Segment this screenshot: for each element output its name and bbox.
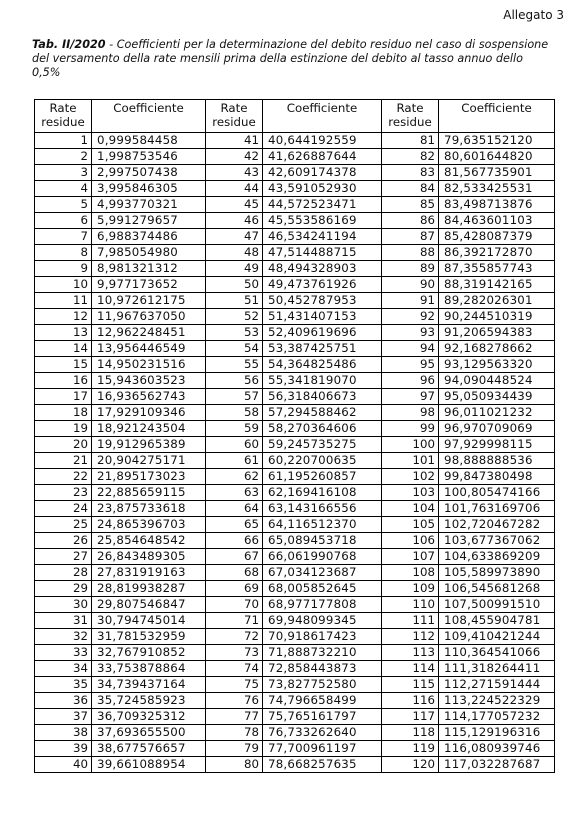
- rate-residue-cell: 103: [382, 485, 439, 501]
- coefficient-cell: 45,553586169: [263, 213, 382, 229]
- rate-residue-cell: 73: [206, 645, 263, 661]
- coefficient-cell: 17,929109346: [92, 405, 206, 421]
- rate-residue-cell: 78: [206, 725, 263, 741]
- rate-residue-cell: 83: [382, 165, 439, 181]
- coefficient-cell: 1,998753546: [92, 149, 206, 165]
- table-header-row: [35, 100, 555, 133]
- table-row: [35, 421, 555, 437]
- table-row: [35, 405, 555, 421]
- coefficient-cell: 71,888732210: [263, 645, 382, 661]
- table-row: [35, 181, 555, 197]
- coefficient-cell: 79,635152120: [439, 133, 555, 149]
- rate-residue-cell: 31: [35, 613, 92, 629]
- coefficient-cell: 27,831919163: [92, 565, 206, 581]
- rate-residue-cell: 89: [382, 261, 439, 277]
- rate-residue-cell: 20: [35, 437, 92, 453]
- table-row: [35, 501, 555, 517]
- rate-residue-cell: 23: [35, 485, 92, 501]
- rate-residue-cell: 66: [206, 533, 263, 549]
- coefficient-cell: 97,929998115: [439, 437, 555, 453]
- rate-residue-cell: 63: [206, 485, 263, 501]
- rate-residue-cell: 69: [206, 581, 263, 597]
- rate-residue-cell: 110: [382, 597, 439, 613]
- rate-residue-cell: 88: [382, 245, 439, 261]
- rate-residue-cell: 99: [382, 421, 439, 437]
- rate-residue-cell: 2: [35, 149, 92, 165]
- rate-residue-cell: 34: [35, 661, 92, 677]
- coefficient-cell: 68,005852645: [263, 581, 382, 597]
- rate-residue-cell: 58: [206, 405, 263, 421]
- table-row: [35, 581, 555, 597]
- rate-residue-cell: 35: [35, 677, 92, 693]
- rate-residue-cell: 50: [206, 277, 263, 293]
- coefficient-cell: 113,224522329: [439, 693, 555, 709]
- rate-residue-cell: 51: [206, 293, 263, 309]
- coefficient-cell: 108,455904781: [439, 613, 555, 629]
- rate-residue-cell: 117: [382, 709, 439, 725]
- rate-residue-cell: 1: [35, 133, 92, 149]
- rate-residue-cell: 105: [382, 517, 439, 533]
- table-row: [35, 629, 555, 645]
- coefficient-cell: 82,533425531: [439, 181, 555, 197]
- rate-residue-cell: 16: [35, 373, 92, 389]
- coefficient-cell: 110,364541066: [439, 645, 555, 661]
- rate-residue-cell: 107: [382, 549, 439, 565]
- rate-residue-cell: 3: [35, 165, 92, 181]
- coefficient-cell: 68,977177808: [263, 597, 382, 613]
- rate-residue-cell: 113: [382, 645, 439, 661]
- rate-residue-cell: 94: [382, 341, 439, 357]
- rate-residue-cell: 5: [35, 197, 92, 213]
- rate-residue-cell: 39: [35, 741, 92, 757]
- rate-residue-cell: 112: [382, 629, 439, 645]
- coefficient-cell: 56,318406673: [263, 389, 382, 405]
- rate-residue-cell: 40: [35, 757, 92, 773]
- coefficient-cell: 116,080939746: [439, 741, 555, 757]
- coefficient-cell: 19,912965389: [92, 437, 206, 453]
- coefficient-cell: 48,494328903: [263, 261, 382, 277]
- rate-residue-cell: 30: [35, 597, 92, 613]
- coefficient-cell: 75,765161797: [263, 709, 382, 725]
- rate-residue-cell: 109: [382, 581, 439, 597]
- header-coefficient: Coefficiente: [92, 100, 206, 133]
- rate-residue-cell: 59: [206, 421, 263, 437]
- coefficient-cell: 64,116512370: [263, 517, 382, 533]
- table-caption-label: Tab. II/2020: [32, 38, 106, 51]
- rate-residue-cell: 91: [382, 293, 439, 309]
- table-row: [35, 661, 555, 677]
- coefficient-cell: 37,693655500: [92, 725, 206, 741]
- coefficient-cell: 74,796658499: [263, 693, 382, 709]
- table-row: [35, 709, 555, 725]
- coefficient-cell: 12,962248451: [92, 325, 206, 341]
- header-rate-line1: Rate: [220, 101, 248, 115]
- rate-residue-cell: 67: [206, 549, 263, 565]
- coefficient-cell: 87,355857743: [439, 261, 555, 277]
- coefficient-cell: 36,709325312: [92, 709, 206, 725]
- coefficient-cell: 96,011021232: [439, 405, 555, 421]
- coefficient-cell: 39,661088954: [92, 757, 206, 773]
- coefficient-cell: 4,993770321: [92, 197, 206, 213]
- rate-residue-cell: 80: [206, 757, 263, 773]
- rate-residue-cell: 81: [382, 133, 439, 149]
- rate-residue-cell: 47: [206, 229, 263, 245]
- rate-residue-cell: 8: [35, 245, 92, 261]
- rate-residue-cell: 108: [382, 565, 439, 581]
- coefficient-cell: 11,967637050: [92, 309, 206, 325]
- rate-residue-cell: 22: [35, 469, 92, 485]
- rate-residue-cell: 11: [35, 293, 92, 309]
- table-row: [35, 613, 555, 629]
- coefficient-cell: 69,948099345: [263, 613, 382, 629]
- coefficient-cell: 54,364825486: [263, 357, 382, 373]
- rate-residue-cell: 97: [382, 389, 439, 405]
- coefficient-cell: 72,858443873: [263, 661, 382, 677]
- rate-residue-cell: 71: [206, 613, 263, 629]
- coefficient-cell: 92,168278662: [439, 341, 555, 357]
- rate-residue-cell: 120: [382, 757, 439, 773]
- coefficient-cell: 23,875733618: [92, 501, 206, 517]
- rate-residue-cell: 92: [382, 309, 439, 325]
- coefficient-cell: 78,668257635: [263, 757, 382, 773]
- header-rate-residue: [382, 100, 439, 133]
- rate-residue-cell: 46: [206, 213, 263, 229]
- rate-residue-cell: 9: [35, 261, 92, 277]
- coefficient-cell: 38,677576657: [92, 741, 206, 757]
- coefficient-cell: 18,921243504: [92, 421, 206, 437]
- rate-residue-cell: 41: [206, 133, 263, 149]
- coefficient-cell: 46,534241194: [263, 229, 382, 245]
- coefficient-cell: 35,724585923: [92, 693, 206, 709]
- table-row: [35, 325, 555, 341]
- annex-label: Allegato 3: [503, 8, 564, 22]
- coefficient-cell: 103,677367062: [439, 533, 555, 549]
- table-row: [35, 645, 555, 661]
- coefficient-cell: 70,918617423: [263, 629, 382, 645]
- rate-residue-cell: 26: [35, 533, 92, 549]
- coefficient-cell: 26,843489305: [92, 549, 206, 565]
- rate-residue-cell: 106: [382, 533, 439, 549]
- coefficient-cell: 63,143166556: [263, 501, 382, 517]
- coefficient-cell: 55,341819070: [263, 373, 382, 389]
- coefficient-cell: 84,463601103: [439, 213, 555, 229]
- rate-residue-cell: 7: [35, 229, 92, 245]
- rate-residue-cell: 10: [35, 277, 92, 293]
- table-row: [35, 677, 555, 693]
- rate-residue-cell: 93: [382, 325, 439, 341]
- coefficient-cell: 67,034123687: [263, 565, 382, 581]
- rate-residue-cell: 79: [206, 741, 263, 757]
- coefficient-cell: 98,888888536: [439, 453, 555, 469]
- table-row: [35, 565, 555, 581]
- rate-residue-cell: 12: [35, 309, 92, 325]
- rate-residue-cell: 75: [206, 677, 263, 693]
- coefficient-cell: 107,500991510: [439, 597, 555, 613]
- coefficient-cell: 13,956446549: [92, 341, 206, 357]
- coefficient-cell: 42,609174378: [263, 165, 382, 181]
- coefficient-cell: 90,244510319: [439, 309, 555, 325]
- rate-residue-cell: 68: [206, 565, 263, 581]
- rate-residue-cell: 61: [206, 453, 263, 469]
- table-row: [35, 597, 555, 613]
- rate-residue-cell: 17: [35, 389, 92, 405]
- coefficient-cell: 117,032287687: [439, 757, 555, 773]
- coefficient-cell: 44,572523471: [263, 197, 382, 213]
- coefficient-cell: 47,514488715: [263, 245, 382, 261]
- coefficient-cell: 40,644192559: [263, 133, 382, 149]
- table-row: [35, 533, 555, 549]
- table-row: [35, 549, 555, 565]
- table-row: [35, 693, 555, 709]
- coefficient-cell: 10,972612175: [92, 293, 206, 309]
- coefficient-cell: 34,739437164: [92, 677, 206, 693]
- coefficient-cell: 28,819938287: [92, 581, 206, 597]
- coefficient-cell: 22,885659115: [92, 485, 206, 501]
- header-rate-line2: residue: [41, 115, 85, 129]
- coefficient-cell: 111,318264411: [439, 661, 555, 677]
- coefficient-cell: 104,633869209: [439, 549, 555, 565]
- rate-residue-cell: 90: [382, 277, 439, 293]
- coefficient-cell: 100,805474166: [439, 485, 555, 501]
- coefficient-cell: 101,763169706: [439, 501, 555, 517]
- rate-residue-cell: 54: [206, 341, 263, 357]
- coefficient-cell: 66,061990768: [263, 549, 382, 565]
- header-rate-line1: Rate: [49, 101, 77, 115]
- rate-residue-cell: 60: [206, 437, 263, 453]
- rate-residue-cell: 21: [35, 453, 92, 469]
- rate-residue-cell: 19: [35, 421, 92, 437]
- table-row: [35, 245, 555, 261]
- rate-residue-cell: 82: [382, 149, 439, 165]
- rate-residue-cell: 48: [206, 245, 263, 261]
- coefficient-cell: 62,169416108: [263, 485, 382, 501]
- rate-residue-cell: 115: [382, 677, 439, 693]
- coefficient-cell: 59,245735275: [263, 437, 382, 453]
- coefficient-cell: 52,409619696: [263, 325, 382, 341]
- table-row: [35, 741, 555, 757]
- rate-residue-cell: 24: [35, 501, 92, 517]
- table-row: [35, 373, 555, 389]
- coefficient-cell: 85,428087379: [439, 229, 555, 245]
- coefficient-cell: 91,206594383: [439, 325, 555, 341]
- rate-residue-cell: 29: [35, 581, 92, 597]
- rate-residue-cell: 45: [206, 197, 263, 213]
- rate-residue-cell: 118: [382, 725, 439, 741]
- table-row: [35, 309, 555, 325]
- rate-residue-cell: 87: [382, 229, 439, 245]
- header-rate-residue: [35, 100, 92, 133]
- rate-residue-cell: 36: [35, 693, 92, 709]
- coefficient-cell: 88,319142165: [439, 277, 555, 293]
- coefficient-cell: 43,591052930: [263, 181, 382, 197]
- coefficient-cell: 0,999584458: [92, 133, 206, 149]
- rate-residue-cell: 101: [382, 453, 439, 469]
- coefficient-table: [34, 99, 555, 773]
- coefficient-cell: 6,988374486: [92, 229, 206, 245]
- coefficient-cell: 93,129563320: [439, 357, 555, 373]
- rate-residue-cell: 57: [206, 389, 263, 405]
- coefficient-cell: 57,294588462: [263, 405, 382, 421]
- rate-residue-cell: 70: [206, 597, 263, 613]
- coefficient-cell: 24,865396703: [92, 517, 206, 533]
- rate-residue-cell: 104: [382, 501, 439, 517]
- table-row: [35, 293, 555, 309]
- table-row: [35, 469, 555, 485]
- rate-residue-cell: 56: [206, 373, 263, 389]
- table-caption-text: - Coefficienti per la determinazione del debito residuo nel caso di sospensione del versamento della rate mensili prima della estinzione del debito al tasso annuo dello 0,5%: [32, 38, 549, 79]
- table-row: [35, 725, 555, 741]
- rate-residue-cell: 64: [206, 501, 263, 517]
- coefficient-cell: 73,827752580: [263, 677, 382, 693]
- coefficient-cell: 81,567735901: [439, 165, 555, 181]
- coefficient-cell: 50,452787953: [263, 293, 382, 309]
- coefficient-cell: 51,431407153: [263, 309, 382, 325]
- header-rate-line2: residue: [388, 115, 432, 129]
- coefficient-cell: 14,950231516: [92, 357, 206, 373]
- coefficient-cell: 60,220700635: [263, 453, 382, 469]
- rate-residue-cell: 13: [35, 325, 92, 341]
- rate-residue-cell: 25: [35, 517, 92, 533]
- coefficient-cell: 95,050934439: [439, 389, 555, 405]
- rate-residue-cell: 28: [35, 565, 92, 581]
- rate-residue-cell: 100: [382, 437, 439, 453]
- rate-residue-cell: 27: [35, 549, 92, 565]
- coefficient-cell: 83,498713876: [439, 197, 555, 213]
- coefficient-cell: 114,177057232: [439, 709, 555, 725]
- coefficient-cell: 76,733262640: [263, 725, 382, 741]
- rate-residue-cell: 49: [206, 261, 263, 277]
- coefficient-cell: 7,985054980: [92, 245, 206, 261]
- coefficient-cell: 106,545681268: [439, 581, 555, 597]
- coefficient-cell: 96,970709069: [439, 421, 555, 437]
- rate-residue-cell: 38: [35, 725, 92, 741]
- coefficient-cell: 65,089453718: [263, 533, 382, 549]
- table-row: [35, 229, 555, 245]
- coefficient-cell: 102,720467282: [439, 517, 555, 533]
- rate-residue-cell: 14: [35, 341, 92, 357]
- table-row: [35, 437, 555, 453]
- table-row: [35, 165, 555, 181]
- rate-residue-cell: 116: [382, 693, 439, 709]
- coefficient-cell: 3,995846305: [92, 181, 206, 197]
- rate-residue-cell: 4: [35, 181, 92, 197]
- rate-residue-cell: 86: [382, 213, 439, 229]
- coefficient-cell: 41,626887644: [263, 149, 382, 165]
- coefficient-cell: 5,991279657: [92, 213, 206, 229]
- rate-residue-cell: 96: [382, 373, 439, 389]
- coefficient-cell: 2,997507438: [92, 165, 206, 181]
- coefficient-cell: 80,601644820: [439, 149, 555, 165]
- coefficient-cell: 77,700961197: [263, 741, 382, 757]
- header-rate-residue: [206, 100, 263, 133]
- header-coefficient: Coefficiente: [439, 100, 555, 133]
- table-row: [35, 277, 555, 293]
- rate-residue-cell: 32: [35, 629, 92, 645]
- rate-residue-cell: 76: [206, 693, 263, 709]
- rate-residue-cell: 53: [206, 325, 263, 341]
- rate-residue-cell: 65: [206, 517, 263, 533]
- table-row: [35, 517, 555, 533]
- table-row: [35, 197, 555, 213]
- coefficient-cell: 30,794745014: [92, 613, 206, 629]
- coefficient-cell: 115,129196316: [439, 725, 555, 741]
- rate-residue-cell: 43: [206, 165, 263, 181]
- coefficient-cell: 21,895173023: [92, 469, 206, 485]
- rate-residue-cell: 95: [382, 357, 439, 373]
- coefficient-cell: 58,270364606: [263, 421, 382, 437]
- coefficient-cell: 15,943603523: [92, 373, 206, 389]
- rate-residue-cell: 15: [35, 357, 92, 373]
- rate-residue-cell: 119: [382, 741, 439, 757]
- rate-residue-cell: 111: [382, 613, 439, 629]
- coefficient-cell: 33,753878864: [92, 661, 206, 677]
- coefficient-cell: 29,807546847: [92, 597, 206, 613]
- table-row: [35, 389, 555, 405]
- coefficient-cell: 105,589973890: [439, 565, 555, 581]
- rate-residue-cell: 72: [206, 629, 263, 645]
- coefficient-cell: 86,392172870: [439, 245, 555, 261]
- table-row: [35, 757, 555, 773]
- table-body: [35, 133, 555, 773]
- table-row: [35, 213, 555, 229]
- rate-residue-cell: 52: [206, 309, 263, 325]
- coefficient-cell: 9,977173652: [92, 277, 206, 293]
- rate-residue-cell: 6: [35, 213, 92, 229]
- table-row: [35, 453, 555, 469]
- coefficient-cell: 16,936562743: [92, 389, 206, 405]
- rate-residue-cell: 44: [206, 181, 263, 197]
- header-coefficient: Coefficiente: [263, 100, 382, 133]
- coefficient-cell: 99,847380498: [439, 469, 555, 485]
- rate-residue-cell: 98: [382, 405, 439, 421]
- coefficient-cell: 109,410421244: [439, 629, 555, 645]
- coefficient-cell: 49,473761926: [263, 277, 382, 293]
- coefficient-cell: 32,767910852: [92, 645, 206, 661]
- coefficient-cell: 8,981321312: [92, 261, 206, 277]
- coefficient-cell: 25,854648542: [92, 533, 206, 549]
- rate-residue-cell: 62: [206, 469, 263, 485]
- table-row: [35, 341, 555, 357]
- table-caption: [32, 38, 552, 80]
- coefficient-cell: 112,271591444: [439, 677, 555, 693]
- coefficient-cell: 61,195260857: [263, 469, 382, 485]
- rate-residue-cell: 77: [206, 709, 263, 725]
- rate-residue-cell: 74: [206, 661, 263, 677]
- rate-residue-cell: 85: [382, 197, 439, 213]
- table-row: [35, 485, 555, 501]
- coefficient-cell: 94,090448524: [439, 373, 555, 389]
- coefficient-cell: 20,904275171: [92, 453, 206, 469]
- header-rate-line1: Rate: [396, 101, 424, 115]
- coefficient-cell: 89,282026301: [439, 293, 555, 309]
- rate-residue-cell: 102: [382, 469, 439, 485]
- header-rate-line2: residue: [212, 115, 256, 129]
- rate-residue-cell: 33: [35, 645, 92, 661]
- table-row: [35, 357, 555, 373]
- table-row: [35, 261, 555, 277]
- rate-residue-cell: 114: [382, 661, 439, 677]
- rate-residue-cell: 55: [206, 357, 263, 373]
- coefficient-cell: 53,387425751: [263, 341, 382, 357]
- rate-residue-cell: 37: [35, 709, 92, 725]
- rate-residue-cell: 42: [206, 149, 263, 165]
- rate-residue-cell: 84: [382, 181, 439, 197]
- table-row: [35, 149, 555, 165]
- rate-residue-cell: 18: [35, 405, 92, 421]
- coefficient-cell: 31,781532959: [92, 629, 206, 645]
- table-row: [35, 133, 555, 149]
